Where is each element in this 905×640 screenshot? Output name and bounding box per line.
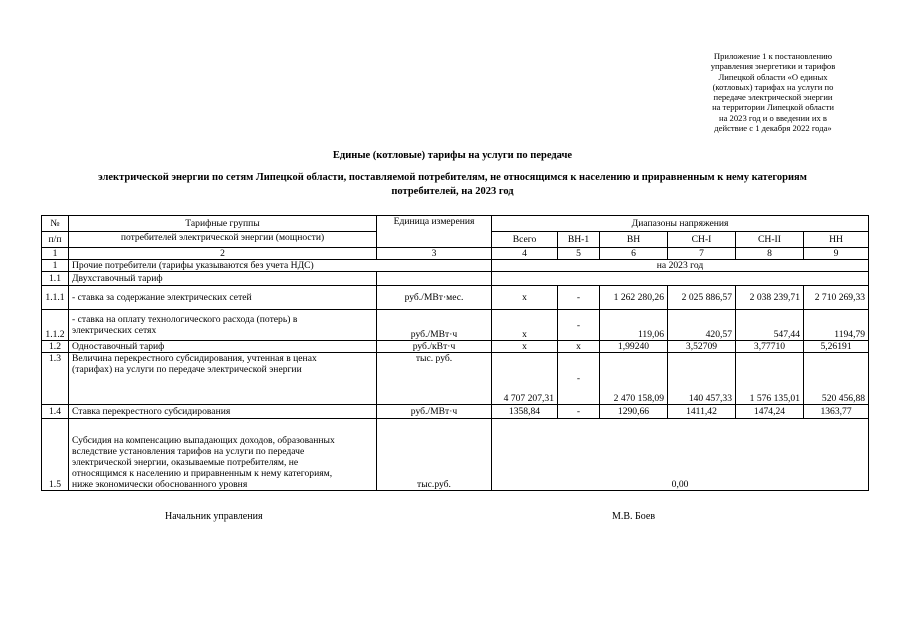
table-row xyxy=(42,310,869,341)
appendix-line: Липецкой области «О единых xyxy=(718,71,828,82)
row-unit: руб./МВт·мес. xyxy=(377,286,492,310)
appendix-line: действие с 1 декабря 2022 года» xyxy=(714,123,832,134)
value-cell: х xyxy=(492,310,558,341)
row-num: 1 xyxy=(42,260,69,272)
row-name xyxy=(69,353,377,405)
row-unit: руб./кВт·ч xyxy=(377,341,492,353)
appendix-line: Приложение 1 к постановлению xyxy=(713,51,833,61)
index-cell: 3 xyxy=(377,248,492,260)
header-col-vn: ВН xyxy=(600,232,668,248)
empty-cell xyxy=(377,272,492,286)
value-cell: 2 470 158,09 xyxy=(600,353,668,405)
row-num: 1.1 xyxy=(42,272,69,286)
table-row xyxy=(42,341,869,353)
value-cell: 1411,42 xyxy=(668,405,736,419)
header-num2: п/п xyxy=(42,232,69,248)
appendix-line: на 2023 год и о введении их в xyxy=(719,112,827,123)
index-row xyxy=(42,248,869,260)
row-name xyxy=(69,310,377,341)
row-name-line: (тарифах) на услуги по передаче электрической энергии xyxy=(72,364,302,375)
row-name-line: относящимся к населению и приравненным к нему категориям, xyxy=(72,468,333,479)
row-unit: руб./МВт·ч xyxy=(377,405,492,419)
value-cell: 1474,24 xyxy=(736,405,804,419)
value-cell: - xyxy=(558,286,600,310)
header-col-sn2: СН-II xyxy=(736,232,804,248)
header-col-vn1: ВН-1 xyxy=(558,232,600,248)
row-name: Одноставочный тариф xyxy=(69,341,377,353)
row-num: 1.2 xyxy=(42,341,69,353)
appendix-line: передаче электрической энергии xyxy=(713,92,833,103)
table-row xyxy=(42,405,869,419)
row-name-line: Величина перекрестного субсидирования, учтенная в ценах xyxy=(72,353,317,364)
value-cell: 420,57 xyxy=(668,310,736,341)
empty-cell xyxy=(492,272,869,286)
value-cell: 140 457,33 xyxy=(668,353,736,405)
appendix-line: на территории Липецкой области xyxy=(712,102,834,113)
row-num: 1.1.1 xyxy=(42,286,69,310)
header-col-sn1: СН-I xyxy=(668,232,736,248)
value-cell: 1194,79 xyxy=(804,310,869,341)
value-cell: х xyxy=(492,341,558,353)
value-cell: 5,26191 xyxy=(804,341,869,353)
value-cell: 3,52709 xyxy=(668,341,736,353)
value-cell: - xyxy=(558,405,600,419)
value-cell: х xyxy=(558,341,600,353)
row-num: 1.1.2 xyxy=(42,310,69,341)
row-name: Прочие потребители (тарифы указываются без учета НДС) xyxy=(69,260,492,272)
row-name: Двухставочный тариф xyxy=(69,272,377,286)
value-cell: 4 707 207,31 xyxy=(492,353,558,405)
row-name: Ставка перекрестного субсидирования xyxy=(69,405,377,419)
value-cell: 119,06 xyxy=(600,310,668,341)
value-cell: 1358,84 xyxy=(492,405,558,419)
row-name-line: Субсидия на компенсацию выпадающих доходов, образованных xyxy=(72,435,335,446)
value-cell: 2 038 239,71 xyxy=(736,286,804,310)
row-num: 1.3 xyxy=(42,353,69,405)
value-cell: 1290,66 xyxy=(600,405,668,419)
row-name-line: электрической энергии, оказываемые потребителям, не xyxy=(72,457,299,468)
row-name-line: вследствие установления тарифов на услуги по передаче xyxy=(72,446,305,457)
row-name-line: ниже экономически обоснованного уровня xyxy=(72,479,248,490)
row-name-line: - ставка на оплату технологического расхода (потерь) в xyxy=(72,314,298,325)
header-col-total: Всего xyxy=(492,232,558,248)
row-num: 1.5 xyxy=(42,419,69,491)
row-num: 1.4 xyxy=(42,405,69,419)
index-cell: 6 xyxy=(600,248,668,260)
row-name xyxy=(69,419,377,491)
subtitle-line: потребителей, на 2023 год xyxy=(391,186,514,197)
index-cell: 2 xyxy=(69,248,377,260)
value-cell: 2 710 269,33 xyxy=(804,286,869,310)
header-group2: потребителей электрической энергии (мощности) xyxy=(69,232,377,248)
index-cell: 9 xyxy=(804,248,869,260)
table-row xyxy=(42,260,869,272)
header-col-nn: НН xyxy=(804,232,869,248)
table-row xyxy=(42,419,869,491)
row-period: на 2023 год xyxy=(492,260,869,272)
value-cell: 1 576 135,01 xyxy=(736,353,804,405)
appendix-line: управления энергетики и тарифов xyxy=(710,61,836,72)
value-cell: 1,99240 xyxy=(600,341,668,353)
document-subtitle xyxy=(40,171,865,199)
header-num: № xyxy=(42,216,69,232)
value-cell: 1 262 280,26 xyxy=(600,286,668,310)
index-cell: 5 xyxy=(558,248,600,260)
header-ranges: Диапазоны напряжения xyxy=(492,216,869,232)
value-cell: 3,77710 xyxy=(736,341,804,353)
signature-position: Начальник управления xyxy=(165,511,263,522)
index-cell: 8 xyxy=(736,248,804,260)
value-cell: 520 456,88 xyxy=(804,353,869,405)
value-cell: х xyxy=(492,286,558,310)
row-unit: тыс.руб. xyxy=(377,419,492,491)
row-name-line: электрических сетях xyxy=(72,325,157,336)
header-unit: Единица измерения xyxy=(377,216,492,248)
value-cell: 1363,77 xyxy=(804,405,869,419)
appendix-note xyxy=(690,51,856,133)
index-cell: 4 xyxy=(492,248,558,260)
appendix-line: (котловых) тарифах на услуги по xyxy=(712,81,834,92)
table-row xyxy=(42,286,869,310)
tariff-table xyxy=(41,215,869,491)
value-cell: 2 025 886,57 xyxy=(668,286,736,310)
table-row xyxy=(42,353,869,405)
row-unit: тыс. руб. xyxy=(377,353,492,405)
row-name: - ставка за содержание электрических сетей xyxy=(69,286,377,310)
signature-name: М.В. Боев xyxy=(612,511,656,522)
row-unit: руб./МВт·ч xyxy=(377,310,492,341)
table-row xyxy=(42,272,869,286)
value-cell: 0,00 xyxy=(492,419,869,491)
value-cell: - xyxy=(558,353,600,405)
subtitle-line: электрической энергии по сетям Липецкой области, поставляемой потребителям, не относящимся к населению и приравненным к нему категориям xyxy=(98,172,807,183)
index-cell: 7 xyxy=(668,248,736,260)
header-row xyxy=(42,216,869,232)
value-cell: 547,44 xyxy=(736,310,804,341)
value-cell: - xyxy=(558,310,600,341)
document-title: Единые (котловые) тарифы на услуги по передаче xyxy=(332,150,573,161)
index-cell: 1 xyxy=(42,248,69,260)
header-group: Тарифные группы xyxy=(69,216,377,232)
